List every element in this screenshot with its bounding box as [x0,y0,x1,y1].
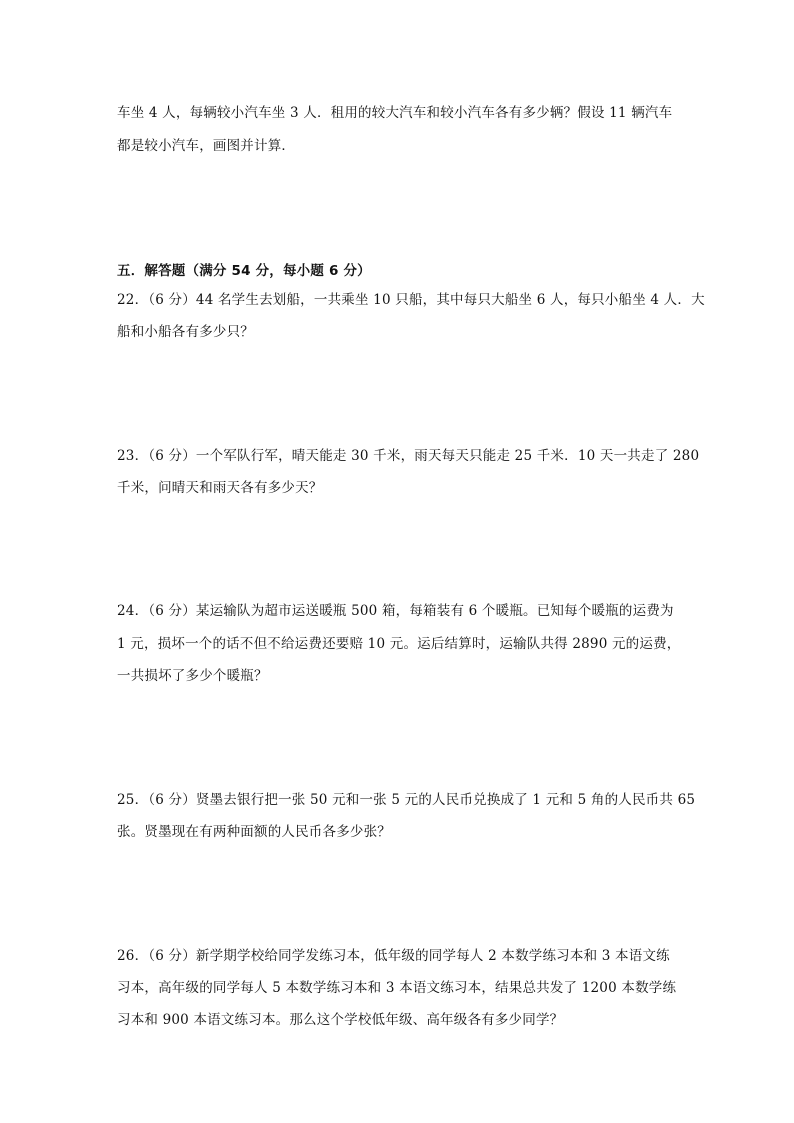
problem-23-line-2: 千米，问晴天和雨天各有多少天？ [117,480,323,496]
problem-25-line-1: 25．（6 分）贤墨去银行把一张 50 元和一张 5 元的人民币兑换成了 1 元和 5 角的人民币共 65 [117,792,696,808]
problem-24-line-2: 1 元，损坏一个的话不但不给运费还要赔 10 元。运后结算时，运输队共得 2890 元的运费， [117,636,681,652]
continuation-line-1: 车坐 4 人，每辆较小汽车坐 3 人．租用的较大汽车和较小汽车各有多少辆？假设 11 辆汽车 [117,105,673,121]
problem-24-line-1: 24．（6 分）某运输队为超市运送暖瓶 500 箱，每箱装有 6 个暖瓶。已知每个暖瓶的运费为 [117,603,674,619]
problem-24-line-3: 一共损坏了多少个暖瓶？ [117,668,268,684]
problem-26-line-1: 26．（6 分）新学期学校给同学发练习本，低年级的同学每人 2 本数学练习本和 3 本语文练 [117,948,670,964]
continuation-line-2: 都是较小汽车，画图并计算． [117,138,296,154]
problem-22-line-1: 22．（6 分）44 名学生去划船，一共乘坐 10 只船，其中每只大船坐 6 人，每只小船坐 4 人．大 [117,292,705,308]
problem-25-line-2: 张。贤墨现在有两种面额的人民币各多少张？ [117,824,391,840]
section-heading: 五．解答题（满分 54 分，每小题 6 分） [117,263,371,279]
problem-26-line-2: 习本，高年级的同学每人 5 本数学练习本和 3 本语文练习本，结果总共发了 1200 本数学练 [117,980,677,996]
problem-22-line-2: 船和小船各有多少只？ [117,324,254,340]
problem-26-line-3: 习本和 900 本语文练习本。那么这个学校低年级、高年级各有多少同学？ [117,1012,564,1028]
problem-23-line-1: 23．（6 分）一个军队行军，晴天能走 30 千米，雨天每天只能走 25 千米．10 天一共走了 280 [117,448,700,464]
